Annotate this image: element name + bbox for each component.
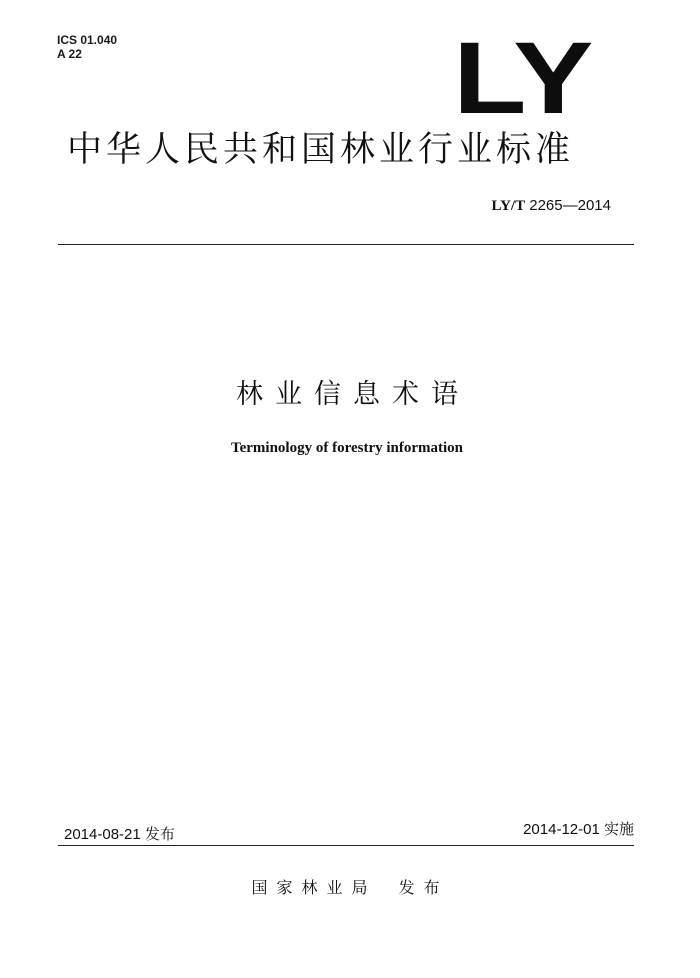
footer-divider	[58, 845, 634, 846]
ly-logo: LY	[453, 21, 592, 135]
issuer-action: 发布	[398, 878, 449, 897]
implementation-date: 2014-12-01 实施	[523, 821, 634, 838]
standard-name: 中华人民共和国林业行业标准	[67, 130, 575, 170]
ccs-code: A 22	[57, 47, 82, 61]
document-title-english: Terminology of forestry information	[230, 440, 464, 456]
issuer-organization: 国家林业局	[251, 878, 377, 897]
standard-code-prefix: LY/T	[491, 198, 526, 214]
document-title-chinese: 林业信息术语	[236, 379, 470, 410]
standard-code	[420, 197, 611, 215]
issuer-line	[0, 877, 700, 899]
issue-date: 2014-08-21 发布	[64, 826, 175, 843]
standard-code-number: 2265—2014	[529, 197, 611, 214]
header-divider	[58, 244, 634, 245]
classification-codes	[57, 33, 117, 61]
ics-code: ICS 01.040	[57, 33, 118, 47]
